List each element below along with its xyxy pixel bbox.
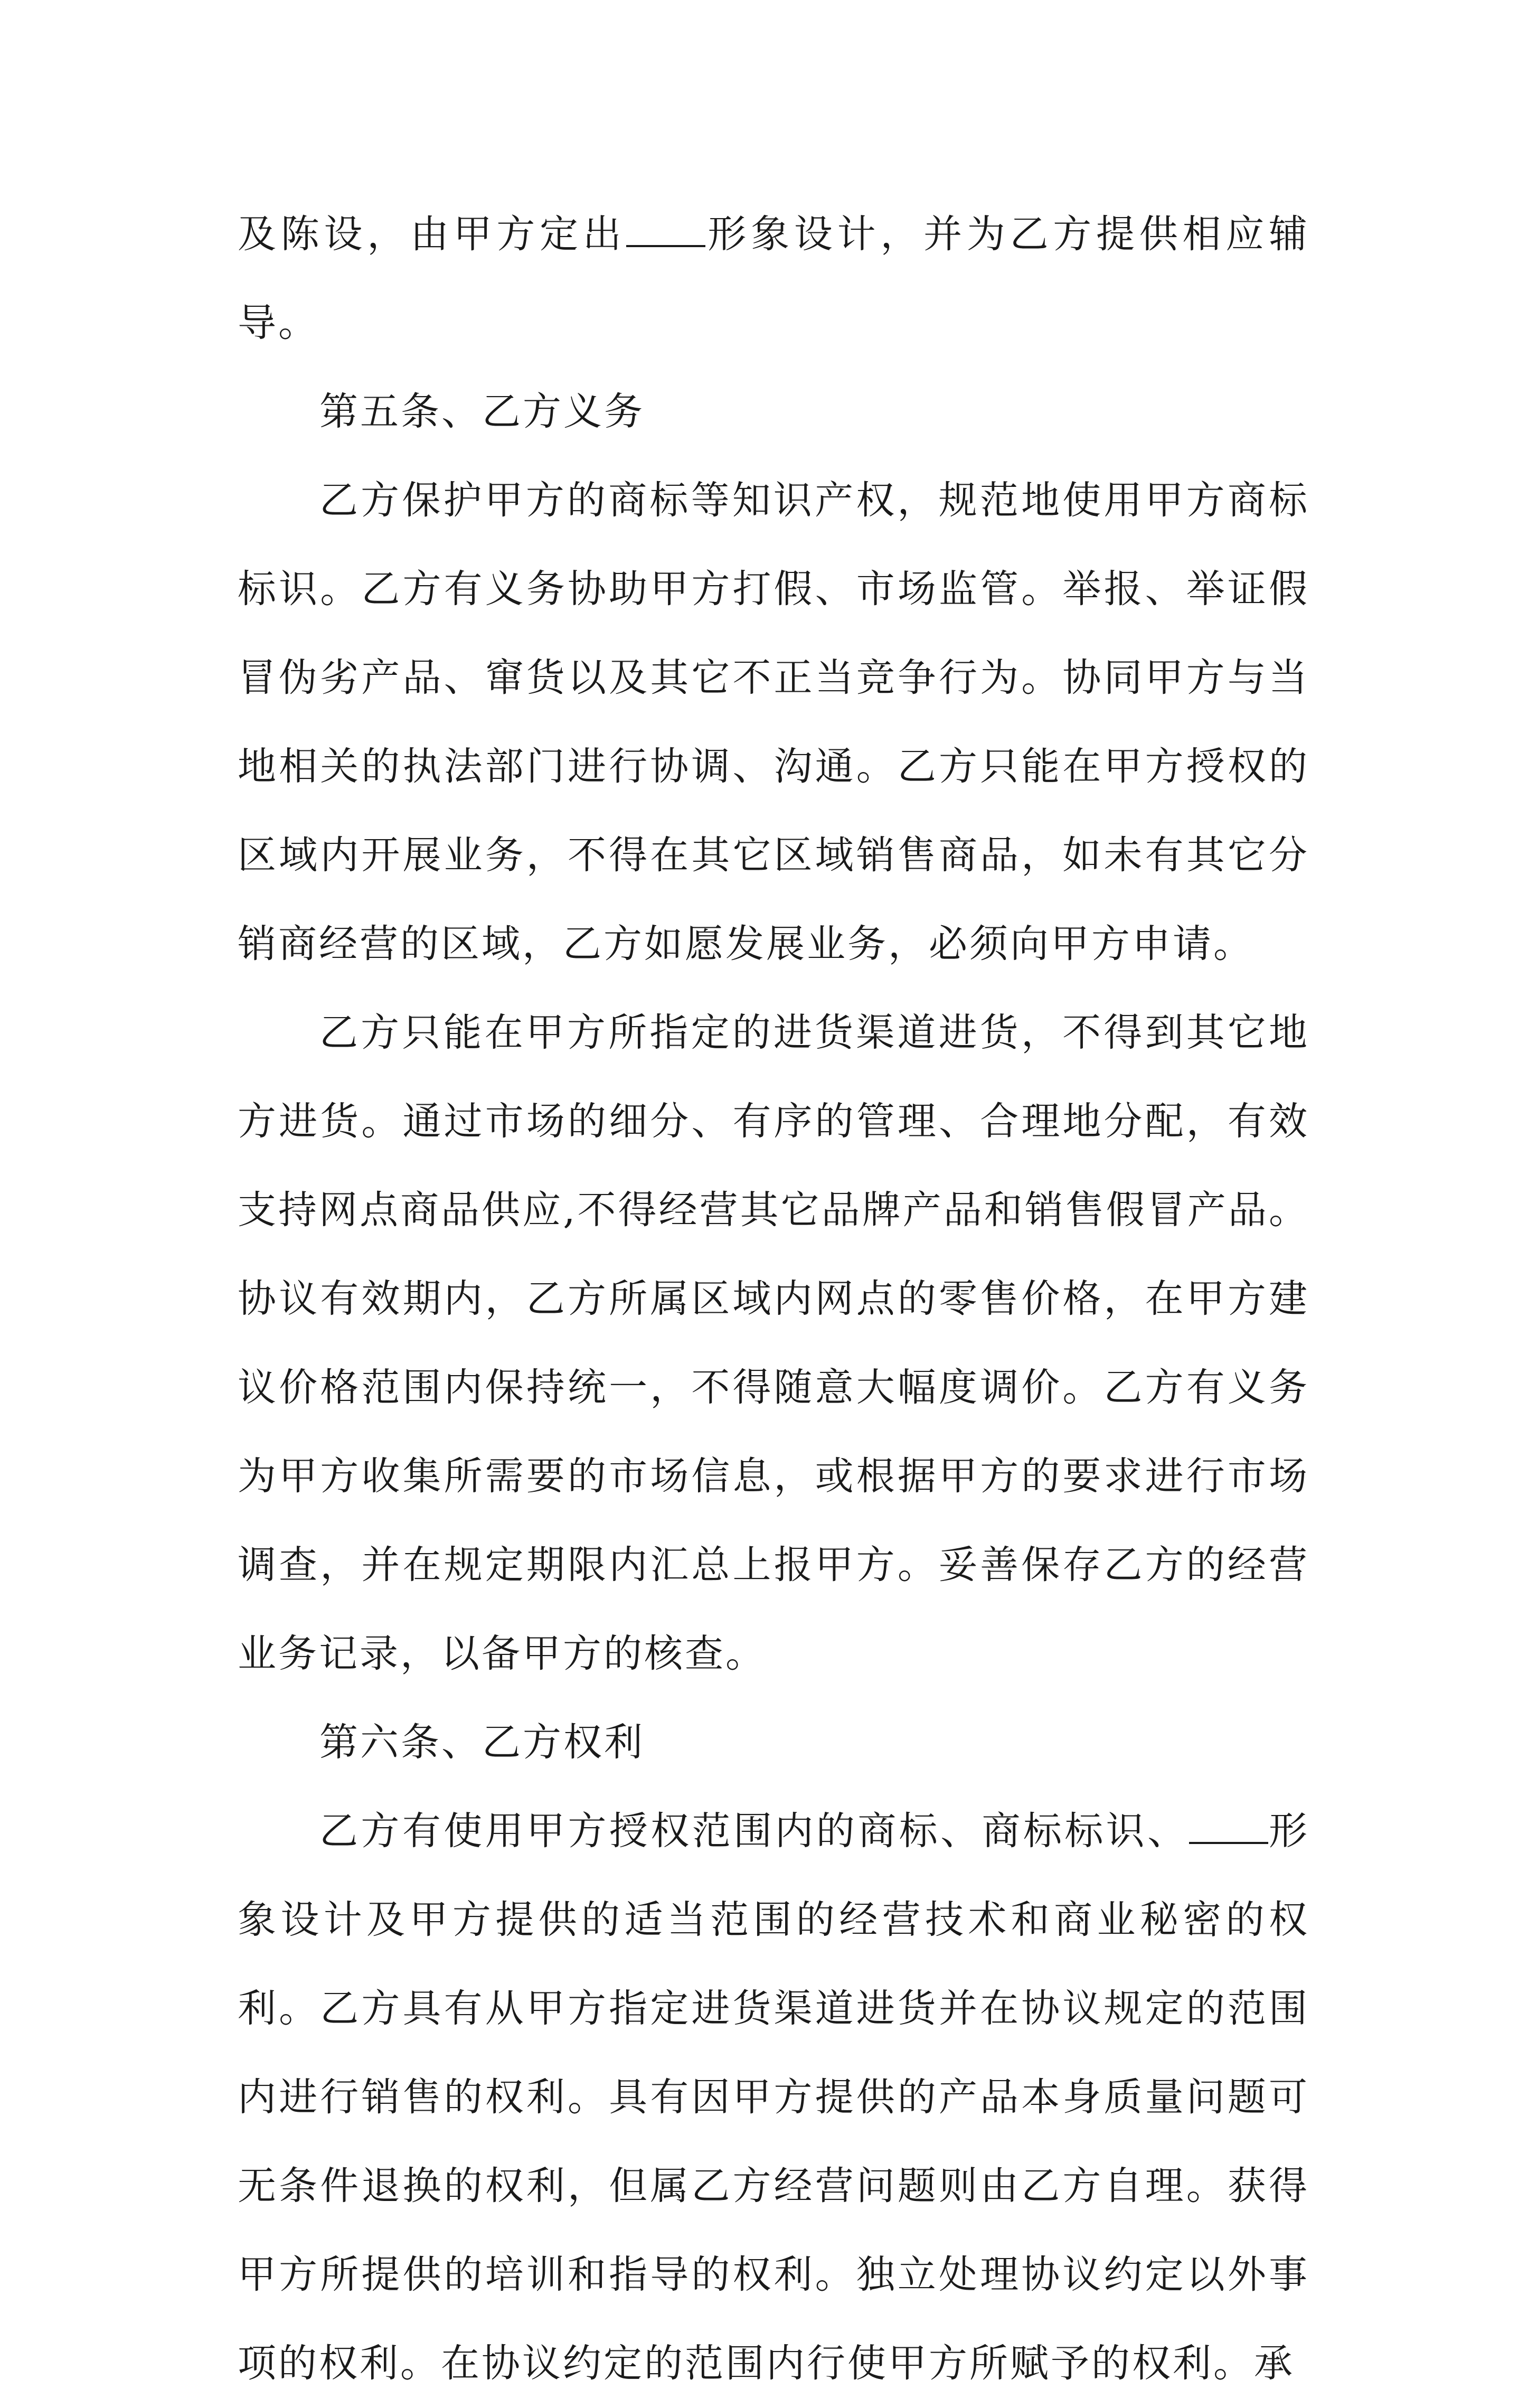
section-heading-5: 第五条、乙方义务: [319, 389, 645, 434]
paragraph-text: 形象设计及甲方提供的适当范围的经营技术和商业秘密的权利。乙方具有从甲方指定进货渠道进货并在协议规定的范围内进行销售的权利。具有因甲方提供的产品本身质量问题可无条件退换的权利，但属乙方经营问题则由乙方自理。获得甲方所提供的培训和指导的权利。独立处理协议约定以外事项的权利。在协议约定的范围内行使甲方所赋予的权利。承: [238, 1809, 1310, 2386]
paragraph-obligations-1: 乙方保护甲方的商标等知识产权，规范地使用甲方商标标识。乙方有义务协助甲方打假、市场监管。举报、举证假冒伪劣产品、窜货以及其它不正当竞争行为。协同甲方与当地相关的执法部门进行协调、沟通。乙方只能在甲方授权的区域内开展业务，不得在其它区域销售商品，如未有其它分销商经营的区域，乙方如愿发展业务，必须向甲方申请。: [238, 478, 1309, 966]
paragraph-rights: [238, 1787, 1309, 2408]
body-text: [238, 190, 1309, 2408]
paragraph-text: 及陈设，由甲方定出: [238, 212, 626, 257]
fill-in-blank: [1189, 1810, 1268, 1844]
paragraph-obligations-2: 乙方只能在甲方所指定的进货渠道进货，不得到其它地方进货。通过市场的细分、有序的管理、合理地分配，有效支持网点商品供应,不得经营其它品牌产品和销售假冒产品。协议有效期内，乙方所属区域内网点的零售价格，在甲方建议价格范围内保持统一，不得随意大幅度调价。乙方有义务为甲方收集所需要的市场信息，或根据甲方的要求进行市场调查，并在规定期限内汇总上报甲方。妥善保存乙方的经营业务记录，以备甲方的核查。: [238, 1010, 1309, 1676]
paragraph-continuation: [238, 190, 1309, 368]
paragraph-text: 乙方有使用甲方授权范围内的商标、商标标识、: [319, 1809, 1189, 1854]
paragraph-text: 形象设计，并为乙方提供相应辅导。: [238, 212, 1310, 345]
fill-in-blank: [626, 213, 705, 247]
section-heading-6: 第六条、乙方权利: [319, 1720, 645, 1765]
